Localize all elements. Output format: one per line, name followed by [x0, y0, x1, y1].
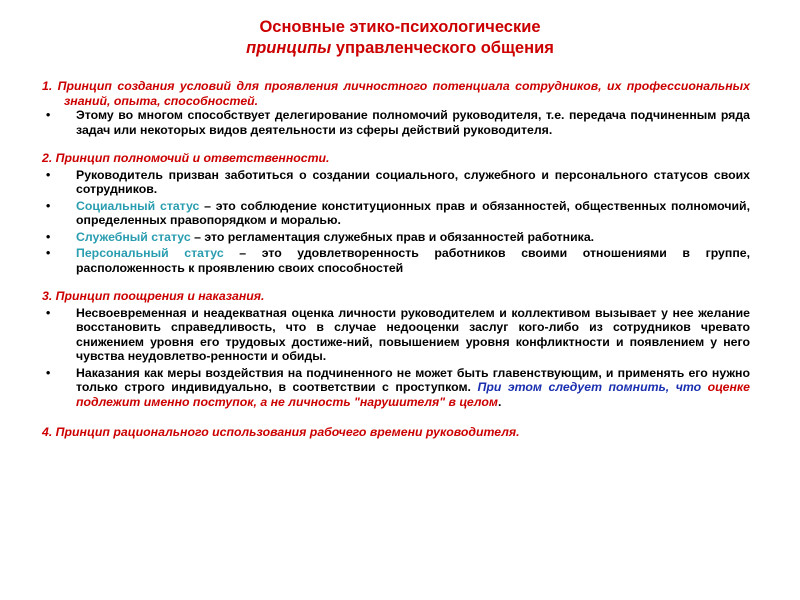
bullet-dot: • [46, 108, 51, 122]
term-personal-status: Персональный статус [76, 246, 224, 260]
list-item [42, 199, 750, 228]
emphasis-red: оценке подлежит именно поступок, а не личность "нарушителя" в целом [76, 380, 750, 409]
title-line-2 [0, 38, 800, 59]
list-item [42, 108, 750, 137]
term-service-status: Служебный статус [76, 229, 191, 244]
slide-title [0, 17, 800, 59]
list-item [42, 306, 750, 364]
emphasis-blue: При этом следует помнить, что [477, 380, 708, 394]
section-2-heading: 2. Принцип полномочий и ответственности. [42, 151, 330, 165]
bullet-text: Несвоевременная и неадекватная оценка личности руководителем и коллективом вызывает у нее желание восстановить справедливость, что в случае недооценки заслуг кого-либо из сотрудников чревато снижением уровня его трудовых достиже-ний, повышением уровня конфликтности и появлением у него чувства неудовлетво-ренности и обиды. [76, 305, 750, 363]
bullet-dot: • [46, 246, 51, 260]
title-rest: управленческого общения [331, 39, 554, 57]
title-line-1: Основные этико-психологические [259, 18, 541, 36]
bullet-text: – это удовлетворенность работников своими отношениями в группе, расположенность к проявлению своих способностей [76, 246, 751, 275]
bullet-dot: • [46, 305, 51, 320]
bullet-dot: • [46, 198, 51, 213]
slide-content [42, 79, 750, 440]
list-item [42, 230, 750, 245]
bullet-text: – это регламентация служебных прав и обязанностей работника. [190, 229, 595, 244]
section-1-heading: 1. Принцип создания условий для проявления личностного потенциала сотрудников, их профессиональных знаний, опыта, способностей. [42, 79, 750, 108]
bullet-tail: . [497, 394, 502, 409]
title-italic-word: принципы [246, 39, 332, 57]
section-4-heading: 4. Принцип рационального использования рабочего времени руководителя. [42, 425, 520, 439]
list-item [42, 168, 750, 197]
list-item [42, 246, 750, 275]
bullet-dot: • [46, 229, 51, 244]
bullet-text: Руководитель призван заботиться о создании социального, служебного и персонального статусов своих сотрудников. [76, 167, 750, 196]
list-item [42, 366, 750, 410]
bullet-text: Наказания как меры воздействия на подчиненного не может быть главенствующим, и применять его нужно только строго индивидуально, в соответствии с проступком. [76, 365, 750, 394]
bullet-dot: • [46, 365, 51, 380]
term-social-status: Социальный статус [76, 198, 200, 213]
section-3-heading: 3. Принцип поощрения и наказания. [42, 289, 265, 303]
bullet-text: – это соблюдение конституционных прав и обязанностей, общественных полномочий, определенных правопорядком и моралью. [76, 198, 750, 227]
bullet-dot: • [46, 167, 51, 182]
bullet-text: Этому во многом способствует делегирование полномочий руководителя, т.е. передача подчиненным ряда задач или некоторых видов деятельности из сферы действий руководителя. [76, 108, 750, 137]
